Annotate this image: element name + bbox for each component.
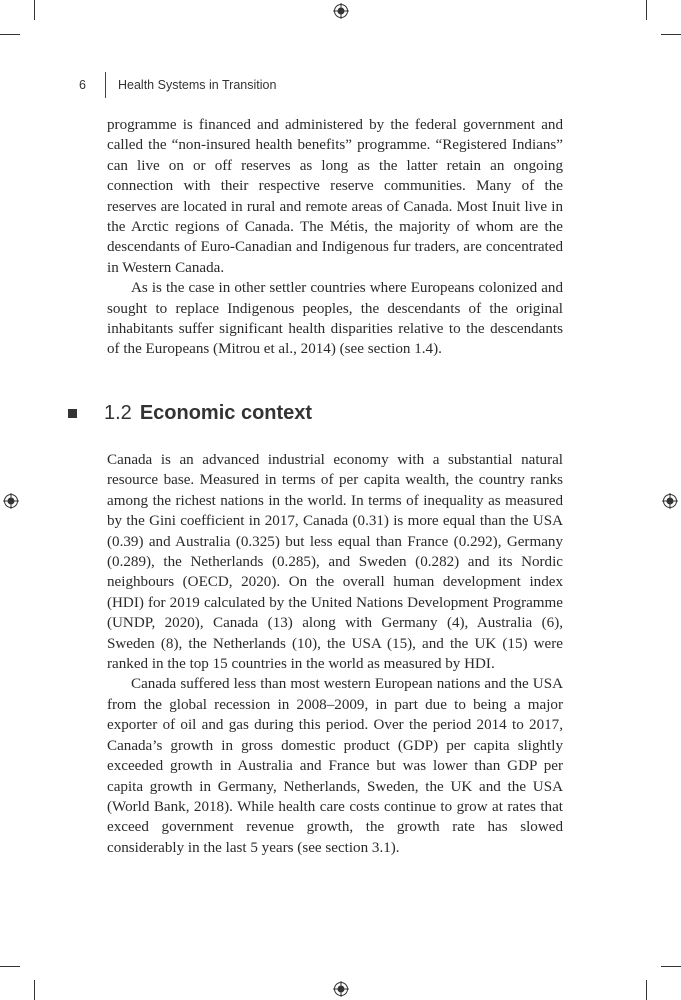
- section-bullet-icon: [68, 409, 77, 418]
- registration-mark-bottom-icon: [333, 981, 349, 997]
- body-text-section: [107, 450, 563, 858]
- crop-mark-top-left: [34, 0, 35, 20]
- crop-mark-top-left-h: [0, 34, 20, 35]
- paragraph: Canada suffered less than most western European nations and the USA from the global recession in 2008–2009, in part due to being a major exporter of oil and gas during this period. Over the period 2014 to 2017, Canada’s growth in gross domestic product (GDP) per capita slightly exceeded growth in Australia and France but was lower than GDP per capita growth in Germany, Netherlands, Sweden, the UK and the USA (World Bank, 2018). While health care costs continue to grow at rates that exceed government revenue growth, the growth rate has slowed considerably in the last 5 years (see section 3.1).: [107, 676, 563, 856]
- body-text-before-section: [107, 115, 563, 360]
- running-header: [79, 72, 276, 98]
- paragraph: programme is financed and administered by the federal government and called the “non-insured health benefits” programme. “Registered Indians” can live on or off reserves as long as the latter retain an ongoing connection with their respective reserve communities. Many of the reserves are located in rural and remote areas of Canada. Most Inuit live in the Arctic regions of Canada. The Métis, the majority of whom are the descendants of Euro-Canadian and Indigenous fur traders, are concentrated in Western Canada.: [107, 117, 563, 276]
- paragraph: As is the case in other settler countries where Europeans colonized and sought to replace Indigenous peoples, the descendants of the original inhabitants suffer significant health disparities relative to the descendants of the Europeans (Mitrou et al., 2014) (see section 1.4).: [107, 280, 563, 358]
- crop-mark-bottom-right: [646, 980, 647, 1000]
- section-title: Economic context: [139, 402, 313, 424]
- running-title: Health Systems in Transition: [118, 78, 277, 92]
- crop-mark-bottom-right-h: [661, 966, 681, 967]
- crop-mark-top-right: [646, 0, 647, 20]
- crop-mark-bottom-left-h: [0, 966, 20, 967]
- crop-mark-bottom-left: [34, 980, 35, 1000]
- registration-mark-left-icon: [3, 493, 19, 509]
- paragraph: Canada is an advanced industrial economy with a substantial natural resource base. Measured in terms of per capita wealth, the country ranks among the richest nations in the world. In terms of inequality as measured by the Gini coefficient in 2017, Canada (0.31) is more equal than the USA (0.39) and Australia (0.325) but less equal than France (0.292), Germany (0.289), the Netherlands (0.285), and Sweden (0.282) and its Nordic neighbours (OECD, 2020). On the overall human development index (HDI) for 2019 calculated by the United Nations Development Programme (UNDP, 2020), Canada (13) along with Germany (4), Australia (6), Sweden (8), the Netherlands (10), the USA (15), and the UK (15) were ranked in the top 15 countries in the world as measured by HDI.: [107, 452, 563, 673]
- registration-mark-right-icon: [662, 493, 678, 509]
- section-heading: [68, 402, 312, 425]
- crop-mark-top-right-h: [661, 34, 681, 35]
- page-number: 6: [79, 78, 86, 92]
- registration-mark-top-icon: [333, 3, 349, 19]
- section-number: 1.2: [104, 402, 132, 424]
- header-divider: [105, 72, 106, 98]
